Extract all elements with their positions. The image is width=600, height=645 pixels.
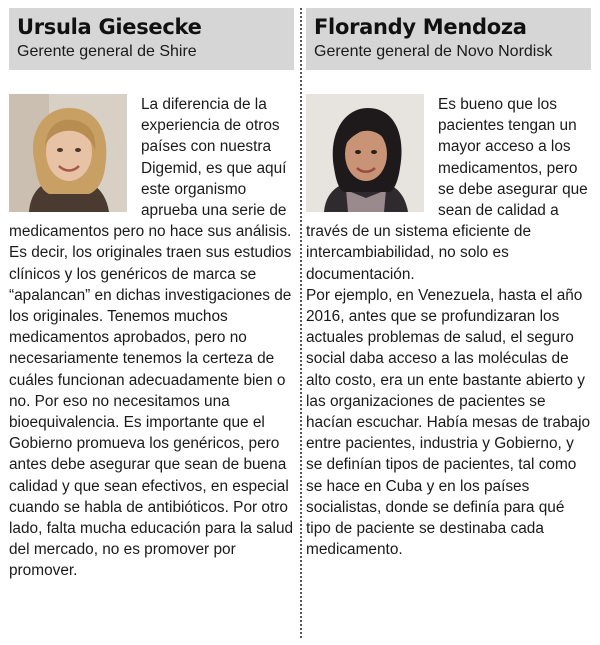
quote-paragraph: La diferencia de la experiencia de otros países con nuestra Digemid, es que aquí este organismo aprueba una serie de medicamentos pero no hace sus análisis. Es decir, los originales traen sus estudios clínicos y los genéricos de marca se “apalancan” en dichas investigaciones de los originales. Tenemos muchos medicamentos aprobados, pero no necesariamente tenemos la certeza de cuáles funcionan adecuadamente bien o no. Por eso no necesitamos una bioequivalencia. Es importante que el Gobierno promueva los genéricos, pero antes debe asegurar que sean de buena calidad y que sean efectivos, en especial cuando se habla de antibióticos. Por otro lado, falta mucha educación para la salud del mercado, no es promover por promover.: [9, 96, 294, 580]
portrait-woman-blonde: [9, 94, 127, 212]
column-divider: [300, 8, 302, 638]
person-role: Gerente general de Novo Nordisk: [314, 43, 553, 60]
quote-body: [9, 94, 294, 582]
quote-paragraph: Por ejemplo, en Venezuela, hasta el año 2016, antes que se profundizaran los actuales problemas de salud, el seguro social daba acceso a las moléculas de alto costo, era un ente bastante abierto y las organizaciones de pacientes se hacían escuchar. Había mesas de trabajo entre pacientes, industria y Gobierno, y se definían tipos de pacientes, tal como se hace en Cuba y en los países socialistas, donde se definía para qué tipo de paciente se destinaba cada medicamento.: [306, 286, 591, 559]
portrait-photo: [306, 94, 424, 212]
portrait-photo: [9, 94, 127, 212]
person-name: Ursula Giesecke: [17, 15, 202, 39]
column-ursula-giesecke: [9, 8, 294, 638]
column-florandy-mendoza: [306, 8, 591, 638]
portrait-woman-dark-hair: [306, 94, 424, 212]
profile-header: [306, 8, 591, 70]
profile-header: [9, 8, 294, 70]
person-name: Florandy Mendoza: [314, 15, 527, 39]
person-role: Gerente general de Shire: [17, 43, 197, 60]
quote-body: [306, 94, 591, 560]
quote-paragraph: Es bueno que los pacientes tengan un mayor acceso a los medicamentos, pero se debe asegurar que sean de calidad a través de un sistema eficiente de intercambiabilidad, no solo es documentación.: [306, 96, 588, 283]
